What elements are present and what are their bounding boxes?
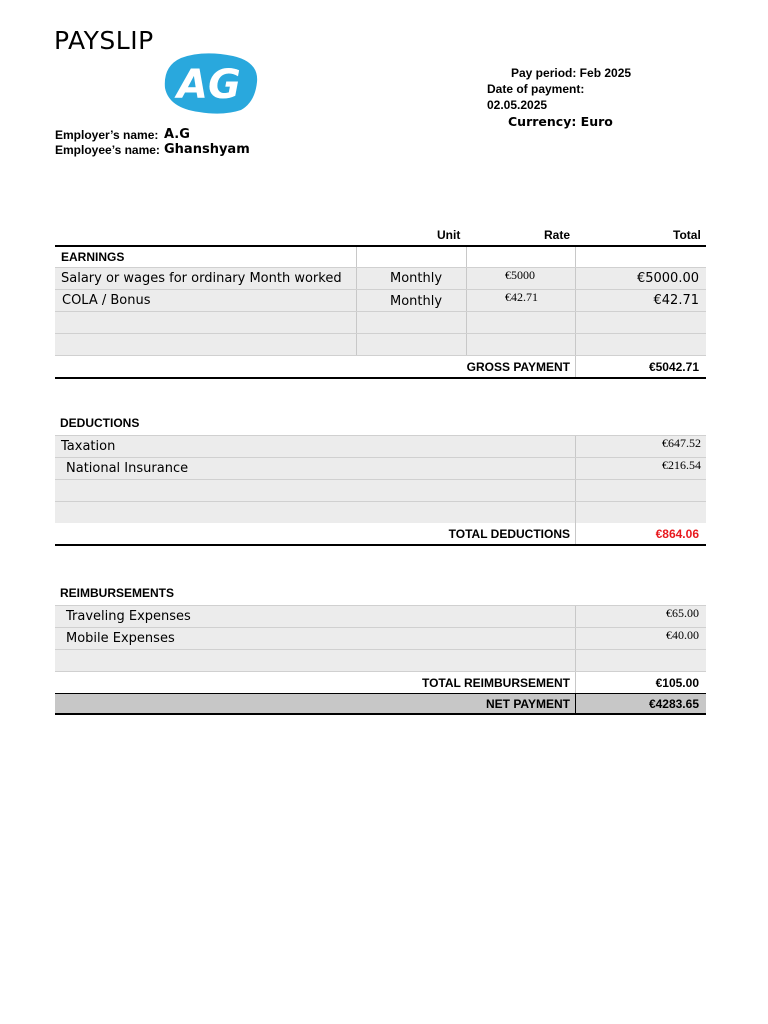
employer-label: Employer’s name: [55, 128, 159, 142]
company-logo [163, 52, 259, 114]
reimbursement-desc: Mobile Expenses [66, 631, 175, 646]
earnings-bottom-rule [55, 377, 706, 379]
earning-total: €5000.00 [636, 271, 699, 286]
employer-value: A.G [164, 127, 190, 142]
net-payment-row [55, 693, 706, 715]
gross-payment-value: €5042.71 [648, 360, 699, 374]
column-rate: Rate [544, 228, 571, 242]
date-of-payment-value: 02.05.2025 [487, 98, 548, 112]
table-row [55, 334, 706, 356]
earning-total: €42.71 [653, 293, 699, 308]
column-total: Total [673, 228, 701, 242]
total-deductions-label: TOTAL DEDUCTIONS [448, 527, 570, 541]
deduction-desc: Taxation [61, 439, 116, 454]
deductions-heading: DEDUCTIONS [60, 416, 140, 430]
deduction-total: €647.52 [662, 436, 701, 450]
earnings-heading: EARNINGS [61, 250, 125, 264]
reimbursement-desc: Traveling Expenses [66, 609, 191, 624]
earning-rate: €5000 [505, 268, 535, 282]
page-title: PAYSLIP [54, 26, 154, 55]
deduction-total: €216.54 [662, 458, 701, 472]
earning-unit: Monthly [390, 294, 443, 309]
column-unit: Unit [437, 228, 461, 242]
currency: Currency: Euro [508, 114, 613, 129]
table-row [55, 606, 706, 628]
table-row [55, 312, 706, 334]
total-reimbursement-value: €105.00 [655, 676, 699, 690]
earning-rate: €42.71 [505, 290, 538, 304]
earning-desc: Salary or wages for ordinary Month worked [61, 271, 342, 286]
reimbursement-total: €65.00 [666, 606, 699, 620]
total-reimbursement-label: TOTAL REIMBURSEMENT [421, 676, 570, 690]
table-row [55, 268, 706, 290]
gross-payment-row [55, 356, 706, 378]
pay-period: Pay period: Feb 2025 [511, 66, 632, 80]
earning-desc: COLA / Bonus [62, 293, 151, 308]
total-deductions-row [55, 523, 706, 545]
table-row [55, 458, 706, 480]
earning-unit: Monthly [390, 271, 443, 286]
table-row [55, 650, 706, 672]
table-row [55, 628, 706, 650]
svg-text:AG: AG [177, 62, 241, 108]
net-payment-value: €4283.65 [648, 697, 699, 711]
table-row [55, 436, 706, 458]
earnings-heading-row [55, 247, 706, 268]
table-row [55, 480, 706, 502]
net-payment-label: NET PAYMENT [485, 697, 570, 711]
deduction-desc: National Insurance [66, 461, 189, 476]
table-row [55, 290, 706, 312]
reimbursement-total: €40.00 [666, 628, 699, 642]
employee-label: Employee’s name: [55, 143, 160, 157]
table-row [55, 502, 706, 524]
reimbursements-heading: REIMBURSEMENTS [60, 586, 175, 600]
gross-payment-label: GROSS PAYMENT [466, 360, 570, 374]
date-of-payment-label: Date of payment: [487, 82, 585, 96]
total-reimbursement-row [55, 672, 706, 694]
employee-value: Ghanshyam [164, 142, 250, 157]
total-deductions-value: €864.06 [655, 527, 699, 541]
deductions-bottom-rule [55, 544, 706, 546]
